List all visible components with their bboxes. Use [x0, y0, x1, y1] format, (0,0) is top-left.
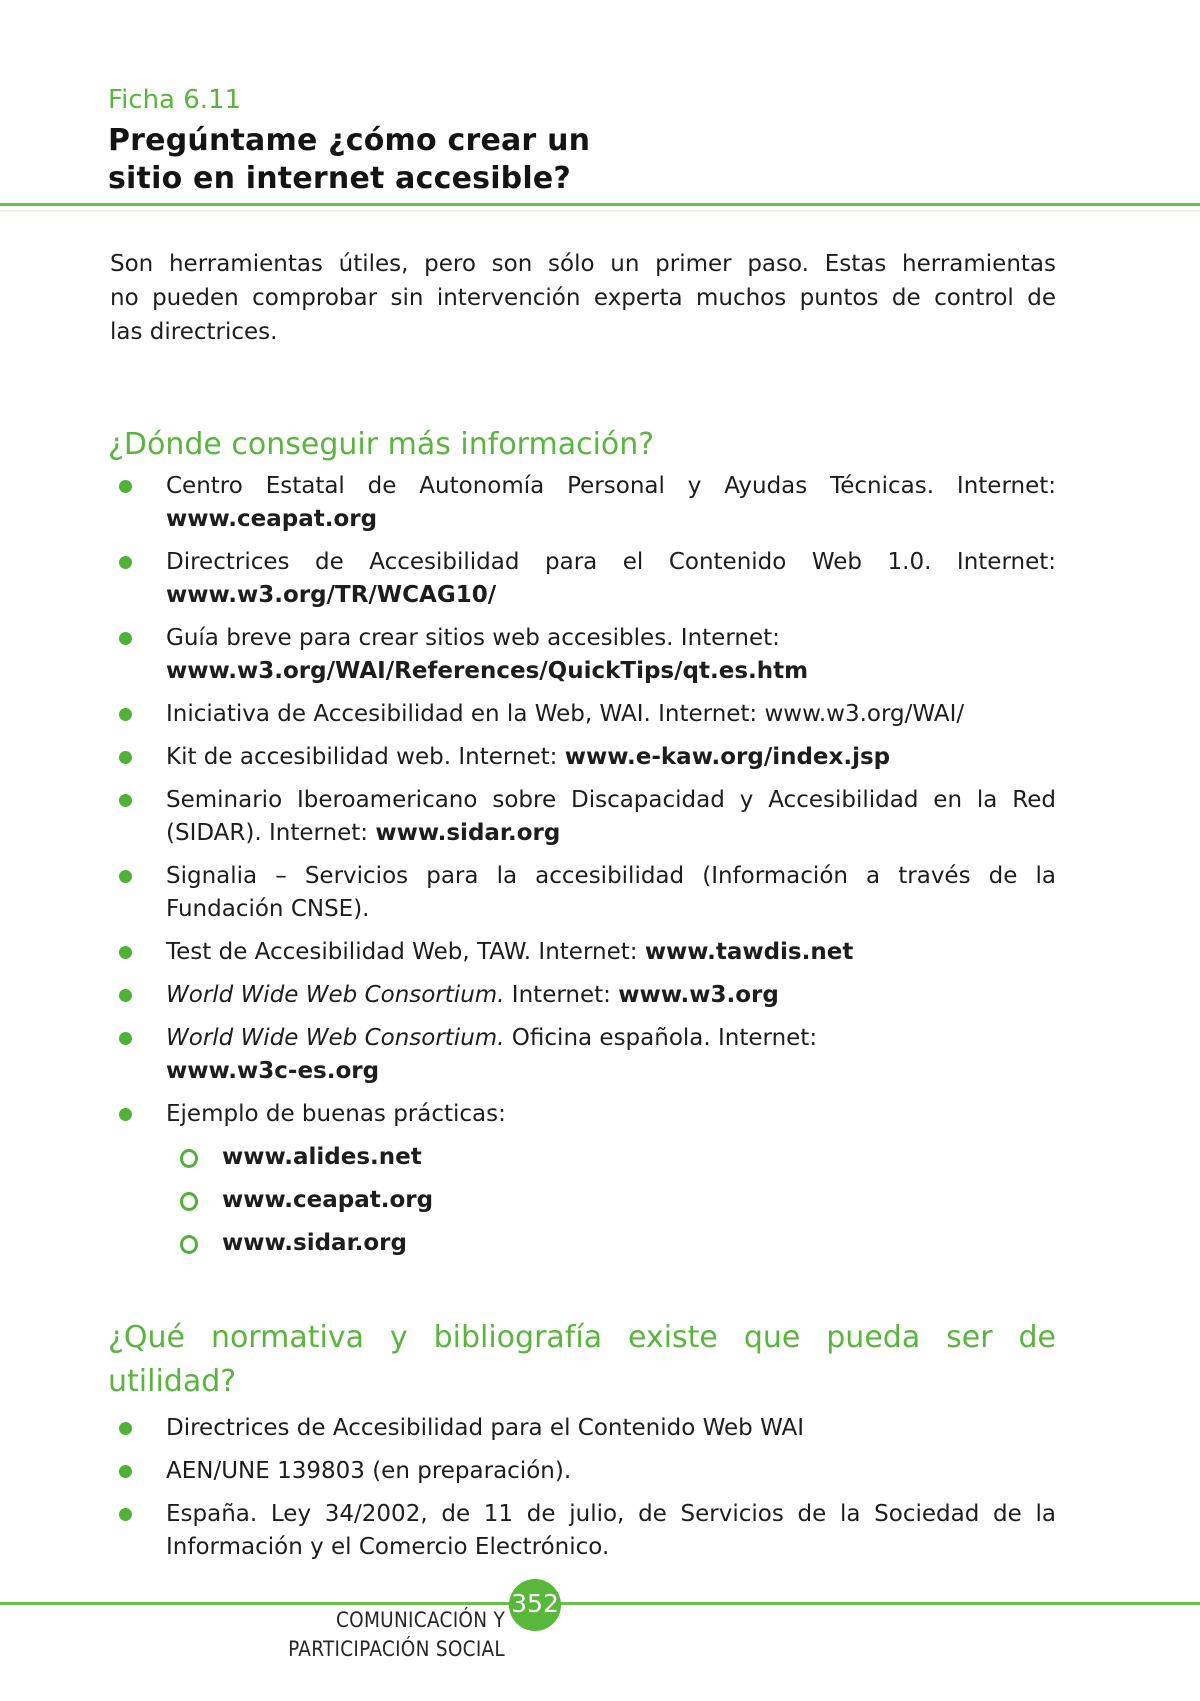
ficha-label: Ficha 6.11 [108, 85, 242, 115]
url-text: www.alides.net [222, 1144, 422, 1170]
text-line [166, 1412, 1056, 1445]
text-line [166, 470, 1056, 503]
text-line [166, 1531, 1056, 1564]
footer-organization [61, 1606, 505, 1664]
page-title-line-1: Pregúntame ¿cómo crear un [108, 123, 591, 158]
text-segment: Son herramientas útiles, pero son sólo un primer paso. Estas herramientas [110, 251, 1056, 277]
url-text: www.sidar.org [375, 820, 561, 846]
text-segment: no pueden comprobar sin intervención experta muchos puntos de control de [110, 285, 1056, 311]
text-segment: España. Ley 34/2002, de 11 de julio, de Servicios de la Sociedad de la [166, 1501, 1056, 1527]
list-item [110, 546, 1056, 612]
text-segment: ¿Qué normativa y bibliografía existe que pueda ser de [108, 1320, 1056, 1355]
dot-bullet-icon [119, 1508, 132, 1521]
text-line [166, 1098, 1056, 1131]
text-line [166, 1498, 1056, 1531]
text-line [222, 1184, 1056, 1217]
text-segment: utilidad? [108, 1364, 237, 1399]
text-line [108, 1360, 1056, 1404]
text-line [166, 622, 1056, 655]
text-line [222, 1141, 1056, 1174]
sub-list-item [110, 1184, 1056, 1217]
section-heading-informacion [108, 423, 1056, 467]
text-segment: AEN/UNE 139803 (en preparación). [166, 1458, 572, 1484]
list-item [110, 784, 1056, 850]
text-line [166, 936, 1056, 969]
text-segment: Guía breve para crear sitios web accesibles. Internet: [166, 625, 780, 651]
text-segment: Signalia – Servicios para la accesibilidad (Información a través de la [166, 863, 1056, 889]
footer-rule [0, 1602, 1200, 1605]
dot-bullet-icon [119, 989, 132, 1002]
text-line [108, 423, 1056, 467]
url-text: www.tawdis.net [644, 939, 854, 965]
text-line [166, 546, 1056, 579]
page-title [108, 122, 590, 198]
list-item [110, 1498, 1056, 1564]
text-line [222, 1227, 1056, 1260]
ring-bullet-icon [180, 1149, 198, 1168]
text-line [166, 503, 1056, 536]
text-line [110, 247, 1056, 281]
text-line [166, 1455, 1056, 1488]
text-line [166, 1022, 1056, 1055]
text-segment: Ejemplo de buenas prácticas: [166, 1101, 506, 1127]
dot-bullet-icon [119, 1465, 132, 1478]
dot-bullet-icon [119, 1422, 132, 1435]
url-text: www.e-kaw.org/index.jsp [564, 744, 891, 770]
page-number-badge [509, 1579, 561, 1631]
text-segment: Directrices de Accesibilidad para el Contenido Web WAI [166, 1415, 805, 1441]
text-line [166, 1055, 1056, 1088]
text-segment: (SIDAR). Internet: [166, 820, 376, 846]
text-segment: ¿Dónde conseguir más información? [108, 427, 655, 462]
normativa-list [110, 1412, 1056, 1574]
url-text: www.ceapat.org [166, 506, 378, 532]
intro-paragraph [110, 247, 1056, 349]
list-item [110, 1412, 1056, 1445]
text-line [166, 579, 1056, 612]
dot-bullet-icon [119, 556, 132, 569]
text-line [110, 281, 1056, 315]
header-rule [0, 203, 1200, 206]
text-segment: Kit de accesibilidad web. Internet: [166, 744, 565, 770]
text-line [108, 1316, 1056, 1360]
text-line [166, 860, 1056, 893]
text-line [166, 741, 1056, 774]
dot-bullet-icon [119, 632, 132, 645]
info-sources-list [110, 470, 1056, 1270]
list-item [110, 1022, 1056, 1088]
url-text: www.w3.org/TR/WCAG10/ [166, 582, 497, 608]
list-item [110, 1098, 1056, 1131]
url-text: www.sidar.org [222, 1230, 407, 1256]
text-segment: World Wide Web Consortium. [166, 982, 505, 1008]
list-item [110, 860, 1056, 926]
text-line [166, 893, 1056, 926]
dot-bullet-icon [119, 708, 132, 721]
url-text: www.w3c-es.org [166, 1058, 380, 1084]
text-segment: Internet: [504, 982, 619, 1008]
list-item [110, 936, 1056, 969]
text-segment: Fundación CNSE). [166, 896, 370, 922]
text-segment: Directrices de Accesibilidad para el Contenido Web 1.0. Internet: [166, 549, 1056, 575]
text-segment: Test de Accesibilidad Web, TAW. Internet: [166, 939, 645, 965]
url-text: www.w3.org [618, 982, 779, 1008]
text-line [110, 315, 1056, 349]
list-item [110, 698, 1056, 731]
text-line [166, 784, 1056, 817]
footer-org-line-2: PARTICIPACIÓN SOCIAL [288, 1637, 505, 1661]
list-item [110, 979, 1056, 1012]
text-line [166, 698, 1056, 731]
footer-org-line-1: COMUNICACIÓN Y [335, 1608, 505, 1632]
text-segment: World Wide Web Consortium. [166, 1025, 505, 1051]
header-rule-shadow [0, 210, 1200, 212]
text-segment: Información y el Comercio Electrónico. [166, 1534, 610, 1560]
list-item [110, 470, 1056, 536]
text-segment: las directrices. [110, 319, 278, 345]
dot-bullet-icon [119, 1108, 132, 1121]
text-segment: Iniciativa de Accesibilidad en la Web, WAI. Internet: www.w3.org/WAI/ [166, 701, 965, 727]
ring-bullet-icon [180, 1192, 198, 1211]
text-segment: Seminario Iberoamericano sobre Discapacidad y Accesibilidad en la Red [166, 787, 1056, 813]
list-item [110, 622, 1056, 688]
sub-list-item [110, 1227, 1056, 1260]
url-text: www.w3.org/WAI/References/QuickTips/qt.es.htm [166, 658, 809, 684]
list-item [110, 741, 1056, 774]
dot-bullet-icon [119, 870, 132, 883]
dot-bullet-icon [119, 1032, 132, 1045]
section-heading-normativa [108, 1316, 1056, 1404]
list-item [110, 1455, 1056, 1488]
text-line [166, 817, 1056, 850]
url-text: www.ceapat.org [222, 1187, 434, 1213]
dot-bullet-icon [119, 480, 132, 493]
text-segment: Centro Estatal de Autonomía Personal y Ayudas Técnicas. Internet: [166, 473, 1056, 499]
dot-bullet-icon [119, 946, 132, 959]
text-segment: Oficina española. Internet: [504, 1025, 818, 1051]
page-title-line-2: sitio en internet accesible? [108, 161, 571, 196]
text-line [166, 655, 1056, 688]
sub-list-item [110, 1141, 1056, 1174]
page-number: 352 [511, 1589, 559, 1618]
dot-bullet-icon [119, 751, 132, 764]
text-line [166, 979, 1056, 1012]
ring-bullet-icon [180, 1235, 198, 1254]
dot-bullet-icon [119, 794, 132, 807]
